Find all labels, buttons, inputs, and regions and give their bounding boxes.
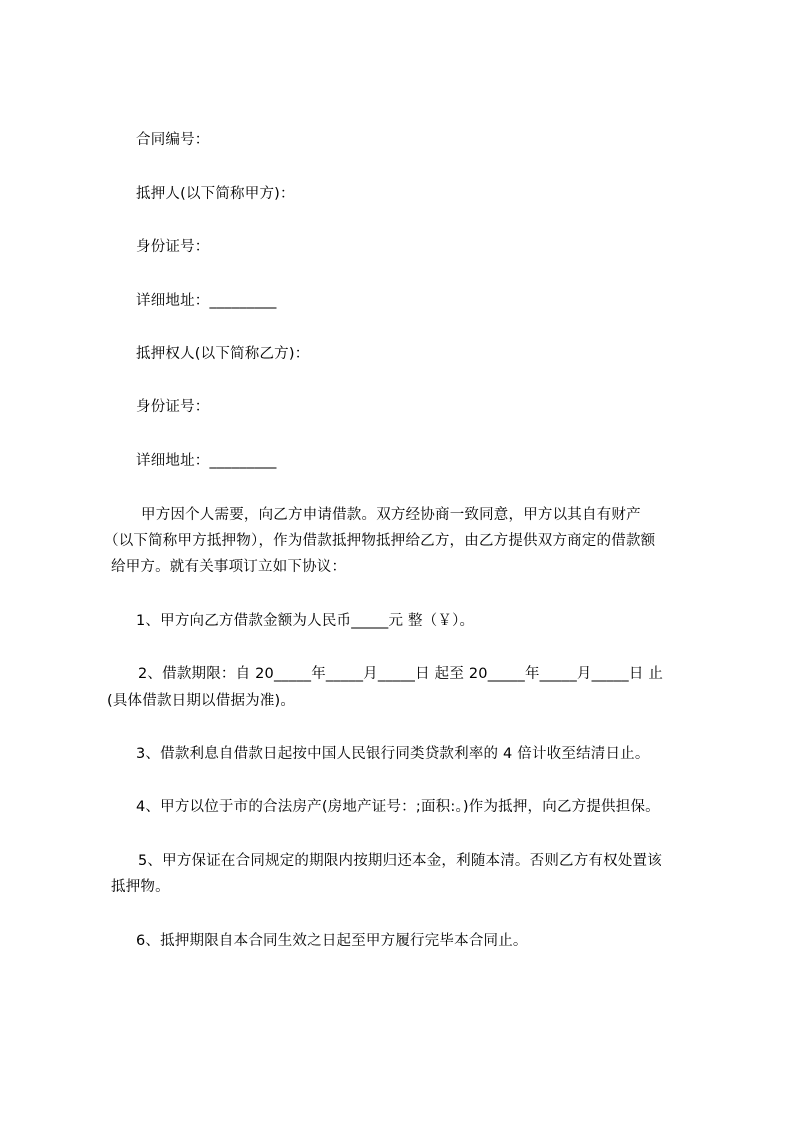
clause-2-line-1: 2、借款期限：自 20_____年_____月_____日 起至 20_____年_____月_____日 止 — [138, 666, 664, 682]
contract-number-field: 合同编号： — [136, 132, 210, 148]
clause-3: 3、借款利息自借款日起按中国人民银行同类贷款利率的 4 倍计收至结清日止。 — [136, 746, 650, 762]
mortgagee-address-field: 详细地址：_________ — [136, 453, 277, 469]
clause-1: 1、甲方向乙方借款金额为人民币_____元 整（￥）。 — [136, 613, 475, 629]
mortgagee-id-field: 身份证号： — [136, 399, 210, 415]
clause-6: 6、抵押期限自本合同生效之日起至甲方履行完毕本合同止。 — [136, 933, 528, 949]
clause-4: 4、甲方以位于市的合法房产(房地产证号：;面积:。)作为抵押，向乙方提供担保。 — [136, 799, 660, 815]
clause-5-line-2: 抵押物。 — [111, 879, 170, 895]
intro-line-3: 给甲方。就有关事项订立如下协议： — [111, 559, 347, 575]
clause-5-line-1: 5、甲方保证在合同规定的期限内按期归还本金，利随本清。否则乙方有权处置该 — [138, 853, 662, 869]
mortgagee-field: 抵押权人(以下简称乙方)： — [136, 346, 310, 362]
intro-line-1: 甲方因个人需要，向乙方申请借款。双方经协商一致同意，甲方以其自有财产 — [141, 507, 641, 523]
clause-2-line-2: (具体借款日期以借据为准)。 — [107, 693, 296, 709]
mortgagor-id-field: 身份证号： — [136, 239, 210, 255]
intro-line-2: （以下简称甲方抵押物），作为借款抵押物抵押给乙方，由乙方提供双方商定的借款额 — [104, 533, 656, 549]
mortgagor-field: 抵押人(以下简称甲方)： — [136, 186, 295, 202]
mortgagor-address-field: 详细地址：_________ — [136, 293, 277, 309]
